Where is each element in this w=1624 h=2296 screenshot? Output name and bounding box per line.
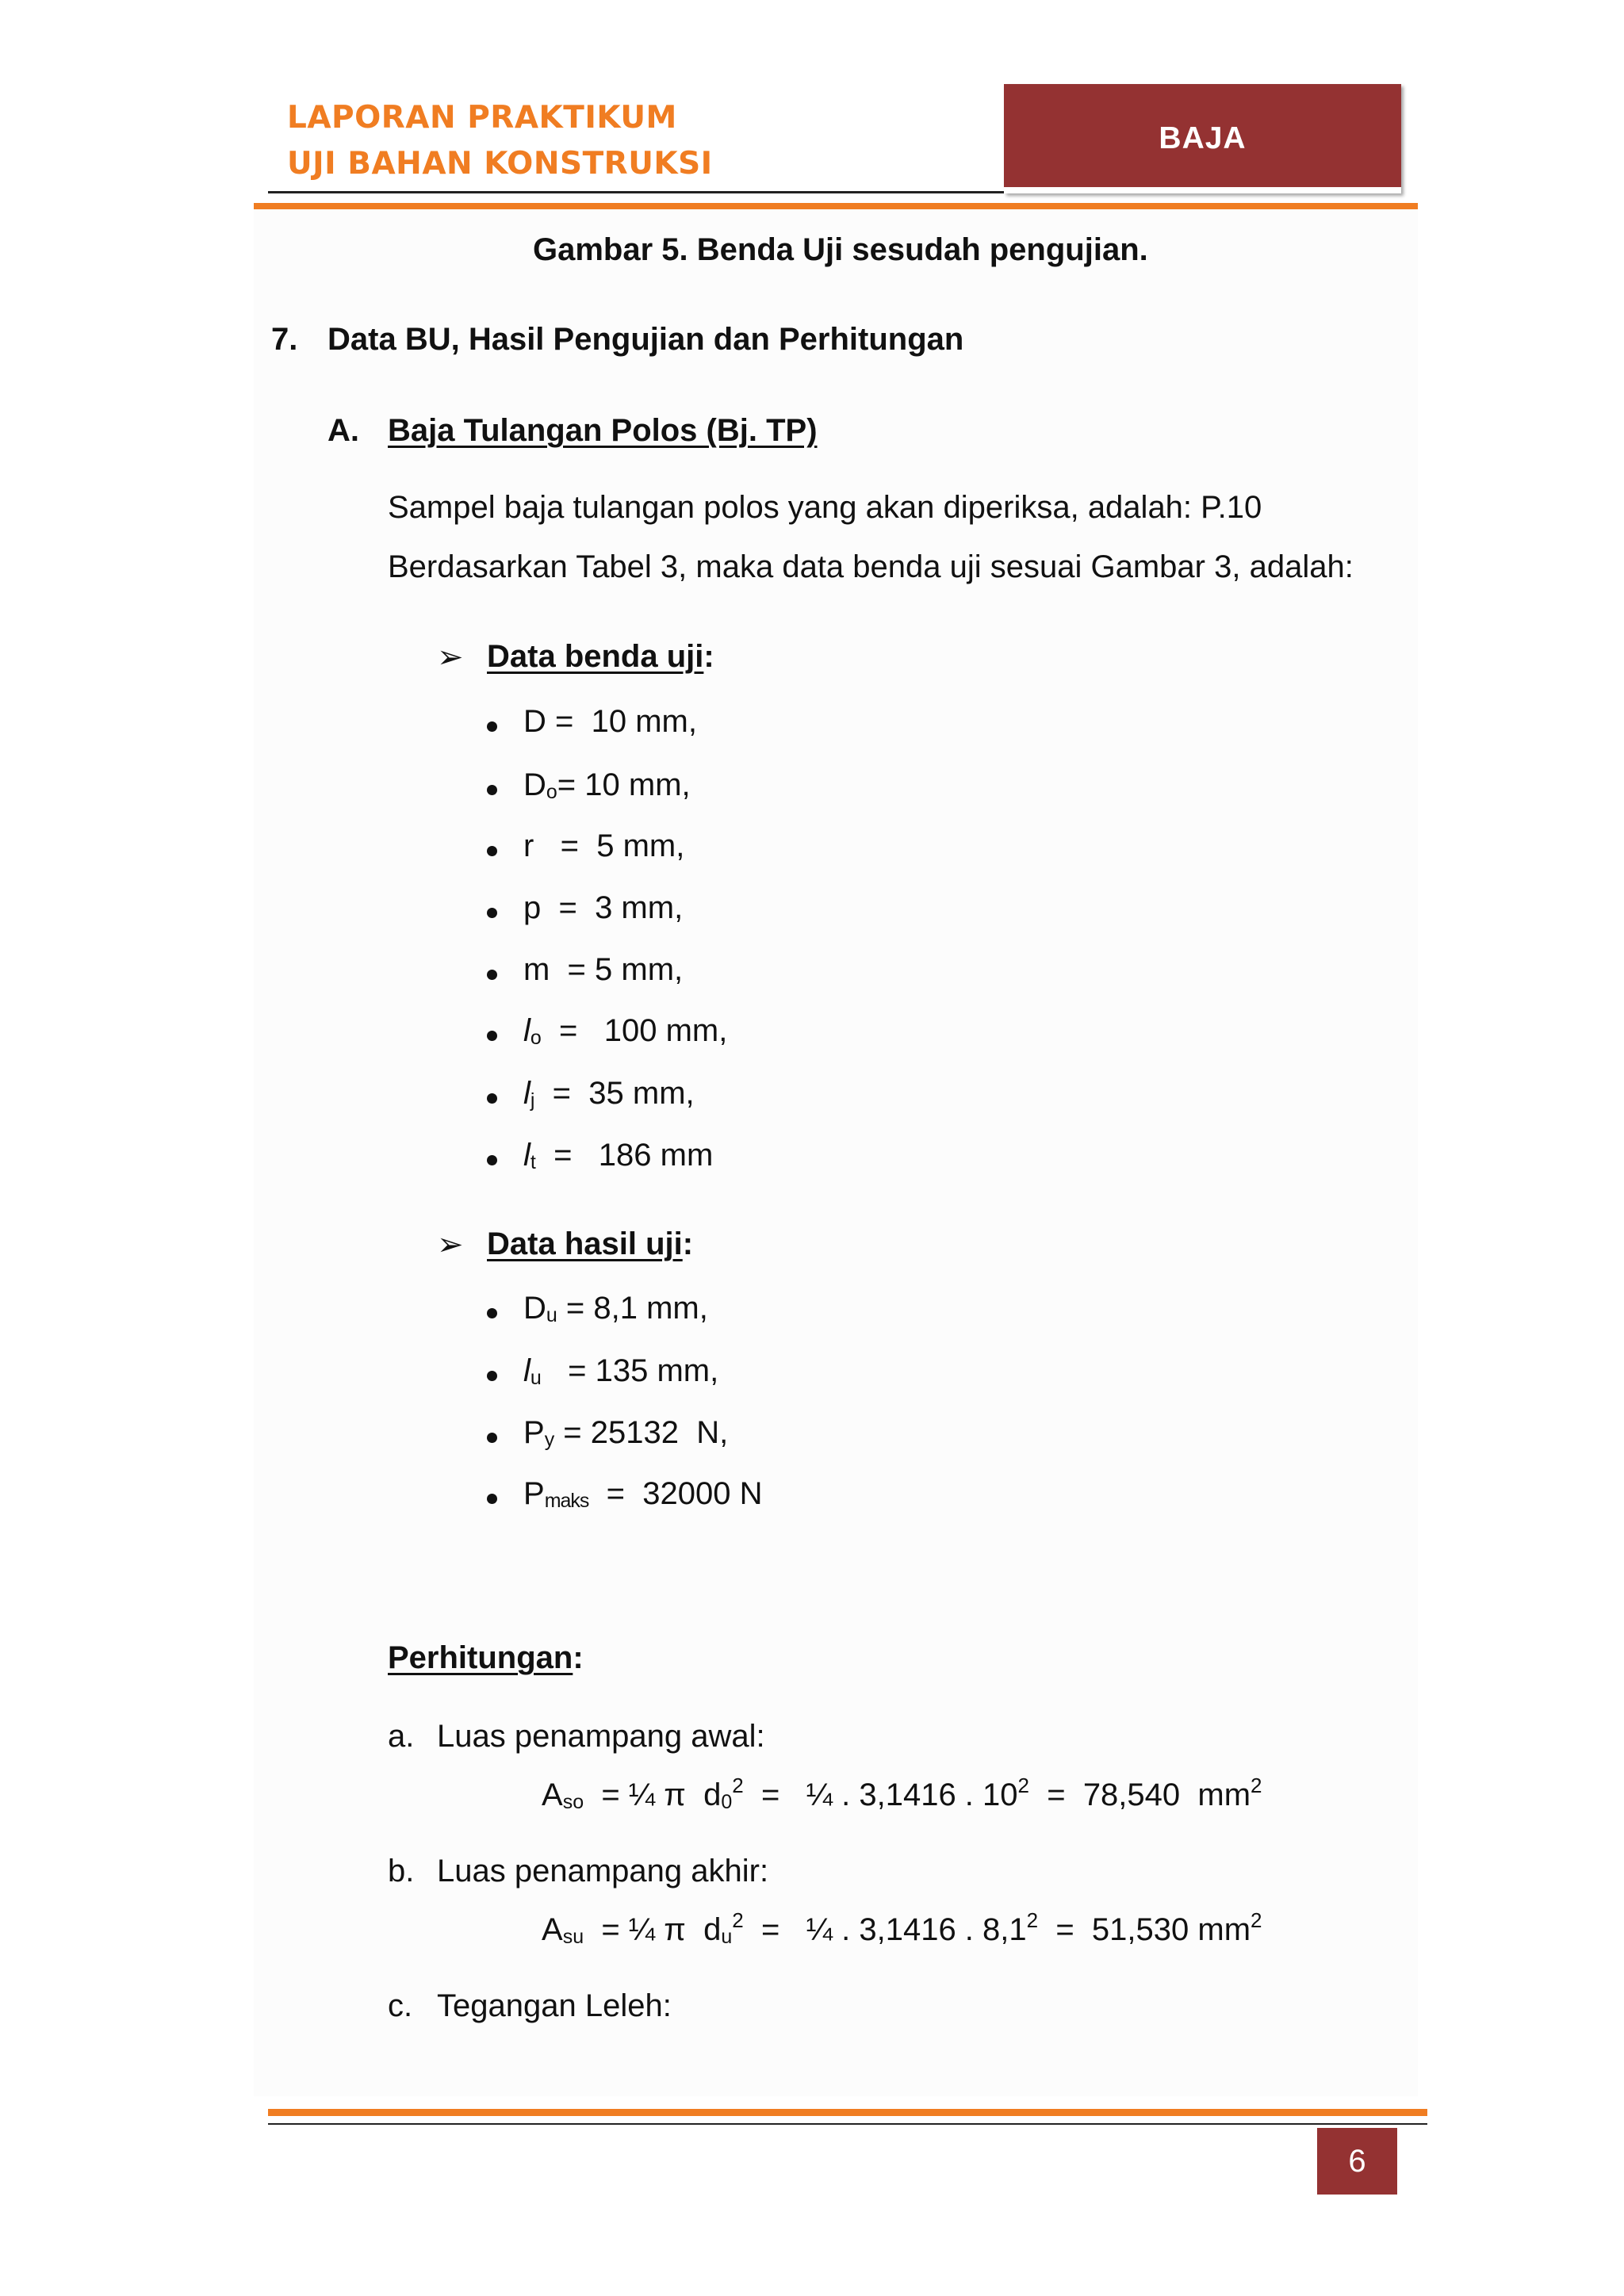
bullet-dot-icon — [487, 846, 497, 856]
arrow-bullet-icon: ➢ — [437, 640, 464, 675]
bullet-dot-icon — [487, 1031, 497, 1041]
bullet-dot-icon — [487, 1155, 497, 1165]
intro-line-1: Sampel baja tulangan polos yang akan diperiksa, adalah: P.10 — [388, 490, 1262, 525]
bullet-dot-icon — [487, 908, 497, 918]
subsection-title: Baja Tulangan Polos (Bj. TP) — [388, 413, 818, 448]
header-badge-gap — [1004, 187, 1401, 193]
data-benda-uji-heading: Data benda uji: — [487, 639, 714, 674]
section-title: Data BU, Hasil Pengujian dan Perhitungan — [327, 322, 964, 357]
bullet-dot-icon — [487, 1093, 497, 1104]
header-orange-rule — [254, 203, 1418, 209]
formula-a: $A_{so}$ = ¼ π $d_0^2$ = ¼ . 3,1416 . $10^2 = 78,540$ $mm^2$ — [542, 1774, 1262, 1813]
item-a-text: Luas penampang awal: — [437, 1719, 765, 1754]
bullet-dot-icon — [487, 721, 497, 732]
item-b-label: b. — [388, 1854, 415, 1888]
header-title-line2: UJI BAHAN KONSTRUKSI — [287, 146, 713, 182]
footer-line — [268, 2123, 1427, 2125]
bullet-dot-icon — [487, 1494, 497, 1504]
bullet-dot-icon — [487, 1433, 497, 1443]
header-underline — [268, 191, 1004, 193]
item-b-text: Luas penampang akhir: — [437, 1854, 769, 1888]
bullet-dot-icon — [487, 970, 497, 980]
header-badge: BAJA — [1004, 84, 1401, 193]
formula-b: $A_{su}$ = ¼ π $d_u^2$ = ¼ . 3,1416 . $8,1^2 = 51,530$ $mm^2$ — [542, 1908, 1262, 1948]
bullet-dot-icon — [487, 785, 497, 795]
footer-orange-rule — [268, 2109, 1427, 2116]
subsection-letter: A. — [327, 413, 359, 448]
bullet-dot-icon — [487, 1308, 497, 1318]
item-c-label: c. — [388, 1988, 413, 2023]
item-c-text: Tegangan Leleh: — [437, 1988, 672, 2023]
header-title-line1: LAPORAN PRAKTIKUM — [287, 100, 677, 136]
perhitungan-heading: Perhitungan: — [388, 1640, 584, 1675]
figure-caption: Gambar 5. Benda Uji sesudah pengujian. — [533, 232, 1148, 267]
data-hasil-uji-heading: Data hasil uji: — [487, 1226, 694, 1261]
item-a-label: a. — [388, 1719, 415, 1754]
intro-line-2: Berdasarkan Tabel 3, maka data benda uji sesuai Gambar 3, adalah: — [388, 549, 1354, 584]
page-number: 6 — [1317, 2128, 1397, 2195]
section-number: 7. — [271, 322, 298, 357]
bullet-dot-icon — [487, 1371, 497, 1381]
arrow-bullet-icon: ➢ — [437, 1227, 464, 1262]
